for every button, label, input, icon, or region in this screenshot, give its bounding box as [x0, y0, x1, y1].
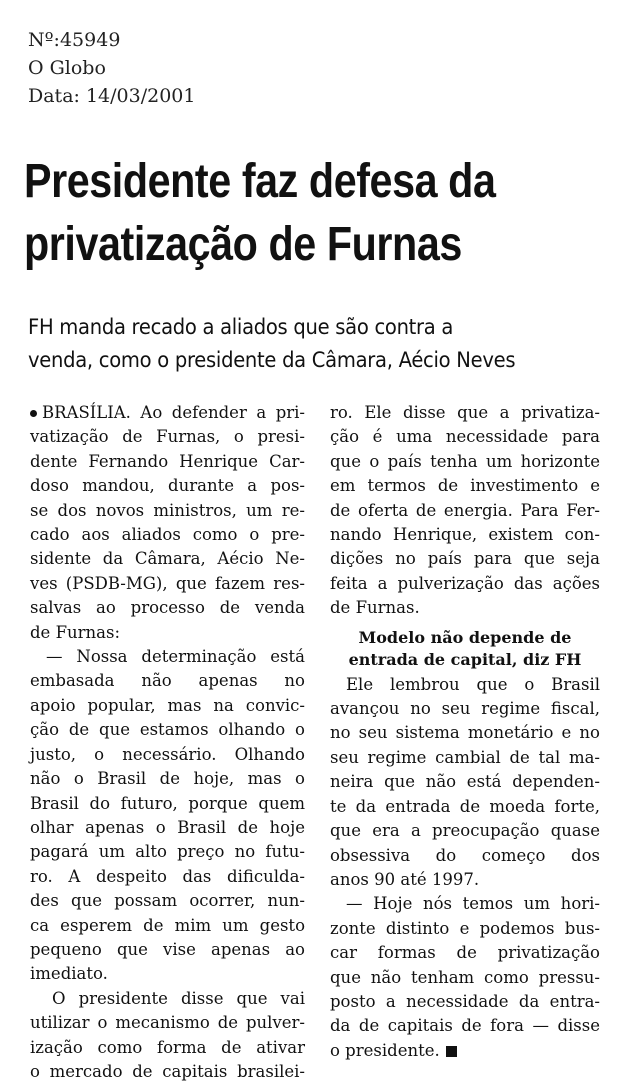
body-line: ção é uma necessidade para [330, 427, 600, 447]
clipping-date: Data: 14/03/2001 [28, 85, 196, 107]
body-line: ro. A despeito das dificulda- [30, 866, 305, 886]
clipping-number: Nº:45949 [28, 29, 121, 51]
body-line-last [330, 1039, 600, 1063]
body-line: apoio popular, mas na convic- [30, 695, 305, 715]
body-line: neira que não está dependen- [330, 772, 600, 792]
subhead-line: FH manda recado a aliados que são contra a [28, 315, 454, 339]
body-line: em termos de investimento e [330, 476, 600, 496]
body-line: dições no país para que seja [330, 549, 600, 569]
body-line: ca esperem de mim um gesto [30, 915, 305, 935]
body-line: pagará um alto preço no futu- [30, 842, 305, 862]
body-line: posto a necessidade da entra- [330, 991, 600, 1011]
body-line-first [30, 401, 305, 425]
body-line: te da entrada de moeda forte, [330, 796, 600, 816]
body-line: não o Brasil de hoje, mas o [30, 769, 305, 789]
body-line: imediato. [30, 964, 108, 984]
crosshead-line: entrada de capital, diz FH [348, 649, 582, 669]
article-subhead [28, 311, 515, 377]
body-line: que não tenham como pressu- [330, 967, 600, 987]
dateline: BRASÍLIA. [42, 403, 131, 422]
body-line: obsessiva do começo dos [330, 845, 600, 865]
end-of-article-icon [446, 1046, 457, 1057]
subhead-line: venda, como o presidente da Câmara, Aécio Neves [28, 348, 516, 372]
body-line: ro. Ele disse que a privatiza- [330, 403, 600, 422]
bullet-icon [30, 410, 37, 417]
body-line: justo, o necessário. Olhando [30, 744, 305, 764]
body-line: des que possam ocorrer, nun- [30, 891, 305, 911]
body-line: que era a preocupação quase [330, 821, 600, 841]
body-line: feita a pulverização das ações [330, 573, 600, 593]
article-column-right [330, 401, 600, 1063]
body-line: Ele lembrou que o Brasil [346, 674, 600, 694]
headline-line: Presidente faz defesa da [24, 155, 496, 208]
body-line: se dos novos ministros, um re- [30, 500, 305, 520]
body-line: embasada não apenas no [30, 671, 305, 691]
crosshead [330, 627, 600, 671]
body-line: pequeno que vise apenas ao [30, 939, 305, 959]
body-line: car formas de privatização [330, 943, 600, 963]
body-line: nando Henrique, existem con- [330, 525, 600, 545]
clipping-source: O Globo [28, 57, 106, 79]
body-line: ção de que estamos olhando o [30, 720, 305, 740]
body-line: o mercado de capitais brasilei- [30, 1061, 305, 1081]
body-line: zonte distinto e podemos bus- [330, 918, 600, 938]
body-line: cado aos aliados como o pre- [30, 525, 305, 545]
body-line: de Furnas. [330, 598, 420, 618]
body-line: vatização de Furnas, o presi- [30, 427, 305, 447]
body-line: sidente da Câmara, Aécio Ne- [30, 549, 305, 569]
body-line: utilizar o mecanismo de pulver- [30, 1013, 305, 1033]
body-line-text: Ao defender a pri- [130, 403, 305, 422]
body-line: ves (PSDB-MG), que fazem res- [30, 573, 305, 593]
body-line: ização como forma de ativar [30, 1037, 305, 1057]
body-line-text: o presidente. [330, 1040, 440, 1060]
body-line: de Furnas: [30, 622, 121, 642]
body-line: que o país tenha um horizonte [330, 451, 600, 471]
body-line: dente Fernando Henrique Car- [30, 451, 305, 471]
body-line: doso mandou, durante a pos- [30, 476, 305, 496]
body-line: da de capitais de fora — disse [330, 1016, 600, 1036]
body-line: olhar apenas o Brasil de hoje [30, 817, 305, 837]
body-line: O presidente disse que vai [52, 988, 305, 1008]
article-column-left [30, 401, 305, 1084]
clipping-metadata [28, 26, 195, 110]
body-line: salvas ao processo de venda [30, 598, 305, 618]
body-line: de oferta de energia. Para Fer- [330, 500, 600, 520]
body-line: seu regime cambial de tal ma- [330, 747, 600, 767]
headline-line: privatização de Furnas [24, 218, 462, 271]
body-line: avançou no seu regime fiscal, [330, 699, 600, 719]
body-line: — Nossa determinação está [46, 647, 305, 667]
body-line: — Hoje nós temos um hori- [346, 894, 600, 914]
body-line: anos 90 até 1997. [330, 869, 480, 889]
body-line: no seu sistema monetário e no [330, 723, 600, 743]
body-line: Brasil do futuro, porque quem [30, 793, 305, 813]
crosshead-line: Modelo não depende de [358, 627, 572, 647]
article-headline [24, 150, 531, 276]
